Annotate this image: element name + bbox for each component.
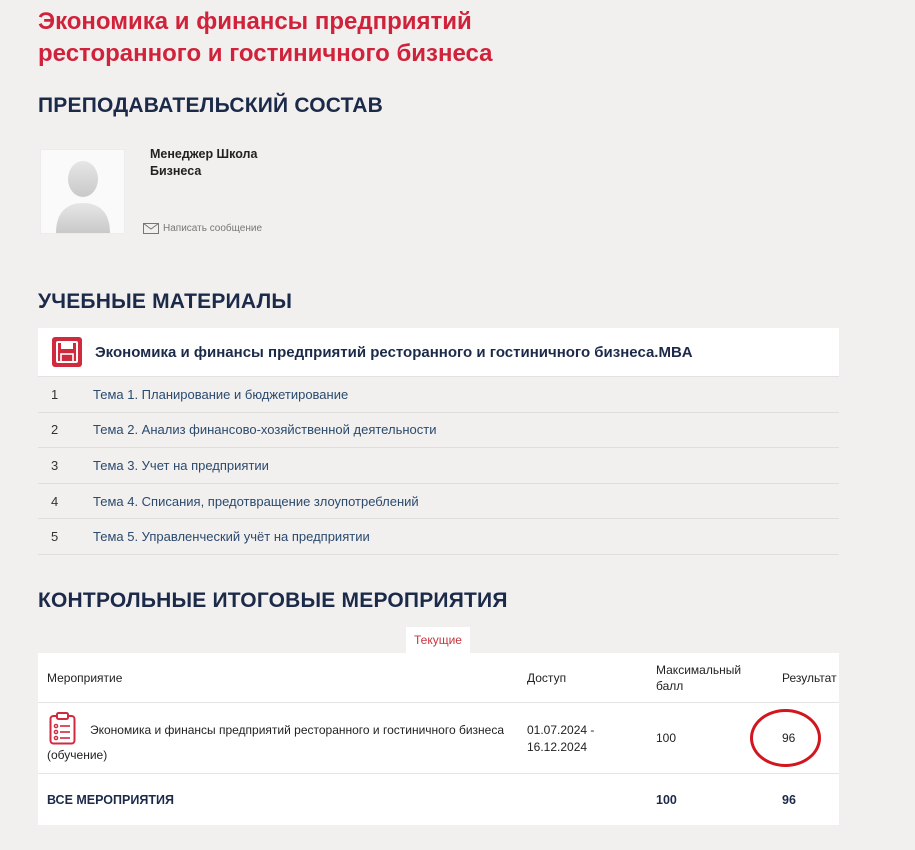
total-result: 96 — [782, 793, 796, 807]
topic-row[interactable] — [38, 519, 839, 555]
events-total-row — [38, 774, 839, 825]
clipboard-list-icon — [49, 712, 76, 745]
topic-number: 1 — [51, 386, 59, 402]
event-title[interactable]: Экономика и финансы предприятий ресторанного и гостиничного бизнеса — [90, 723, 505, 737]
table-row[interactable] — [38, 703, 839, 774]
topic-row[interactable] — [38, 377, 839, 413]
event-access-dates: 01.07.2024 - 16.12.2024 — [527, 723, 595, 754]
column-header-max-score: Максимальный балл — [656, 663, 742, 693]
topic-link[interactable]: Тема 1. Планирование и бюджетирование — [93, 386, 349, 402]
write-message-label: Написать сообщение — [163, 223, 263, 234]
total-label: ВСЕ МЕРОПРИЯТИЯ — [47, 793, 174, 807]
column-header-access: Доступ — [527, 671, 567, 685]
total-max-score: 100 — [656, 793, 677, 807]
materials-course-header[interactable] — [38, 328, 839, 377]
topic-number: 5 — [51, 529, 59, 545]
annotation-circle — [750, 709, 821, 767]
column-header-result: Результат — [782, 671, 837, 685]
teacher-avatar[interactable] — [40, 149, 125, 234]
topic-number: 3 — [51, 457, 59, 473]
events-table — [38, 653, 839, 825]
topic-row[interactable] — [38, 484, 839, 520]
write-message-link[interactable] — [143, 223, 262, 234]
event-subtitle: (обучение) — [47, 748, 108, 762]
event-result: 96 — [782, 731, 796, 745]
events-section-title: КОНТРОЛЬНЫЕ ИТОГОВЫЕ МЕРОПРИЯТИЯ — [38, 589, 508, 612]
topic-link[interactable]: Тема 3. Учет на предприятии — [93, 457, 269, 473]
topic-link[interactable]: Тема 4. Списания, предотвращение злоупотреблений — [93, 493, 419, 509]
materials-list — [38, 328, 839, 555]
events-table-header — [38, 653, 839, 703]
topic-number: 4 — [51, 493, 59, 509]
topic-number: 2 — [51, 422, 59, 438]
event-max-score: 100 — [656, 731, 677, 745]
course-title: Экономика и финансы предприятий ресторанного и гостиничного бизнеса — [38, 8, 493, 67]
floppy-disk-icon — [52, 337, 82, 367]
avatar-placeholder-icon — [48, 153, 118, 233]
materials-section-title: УЧЕБНЫЕ МАТЕРИАЛЫ — [38, 290, 293, 313]
teachers-section-title: ПРЕПОДАВАТЕЛЬСКИЙ СОСТАВ — [38, 94, 384, 117]
teacher-name[interactable]: Менеджер Школа Бизнеса — [150, 147, 258, 178]
materials-course-title: Экономика и финансы предприятий ресторанного и гостиничного бизнеса.MBA — [95, 343, 693, 361]
envelope-icon — [143, 223, 159, 234]
tab-current[interactable]: Текущие — [406, 627, 470, 653]
topic-row[interactable] — [38, 448, 839, 484]
topic-link[interactable]: Тема 5. Управленческий учёт на предприятии — [93, 529, 370, 545]
column-header-event: Мероприятие — [47, 671, 123, 685]
topic-link[interactable]: Тема 2. Анализ финансово-хозяйственной деятельности — [93, 422, 437, 438]
topic-row[interactable] — [38, 413, 839, 449]
